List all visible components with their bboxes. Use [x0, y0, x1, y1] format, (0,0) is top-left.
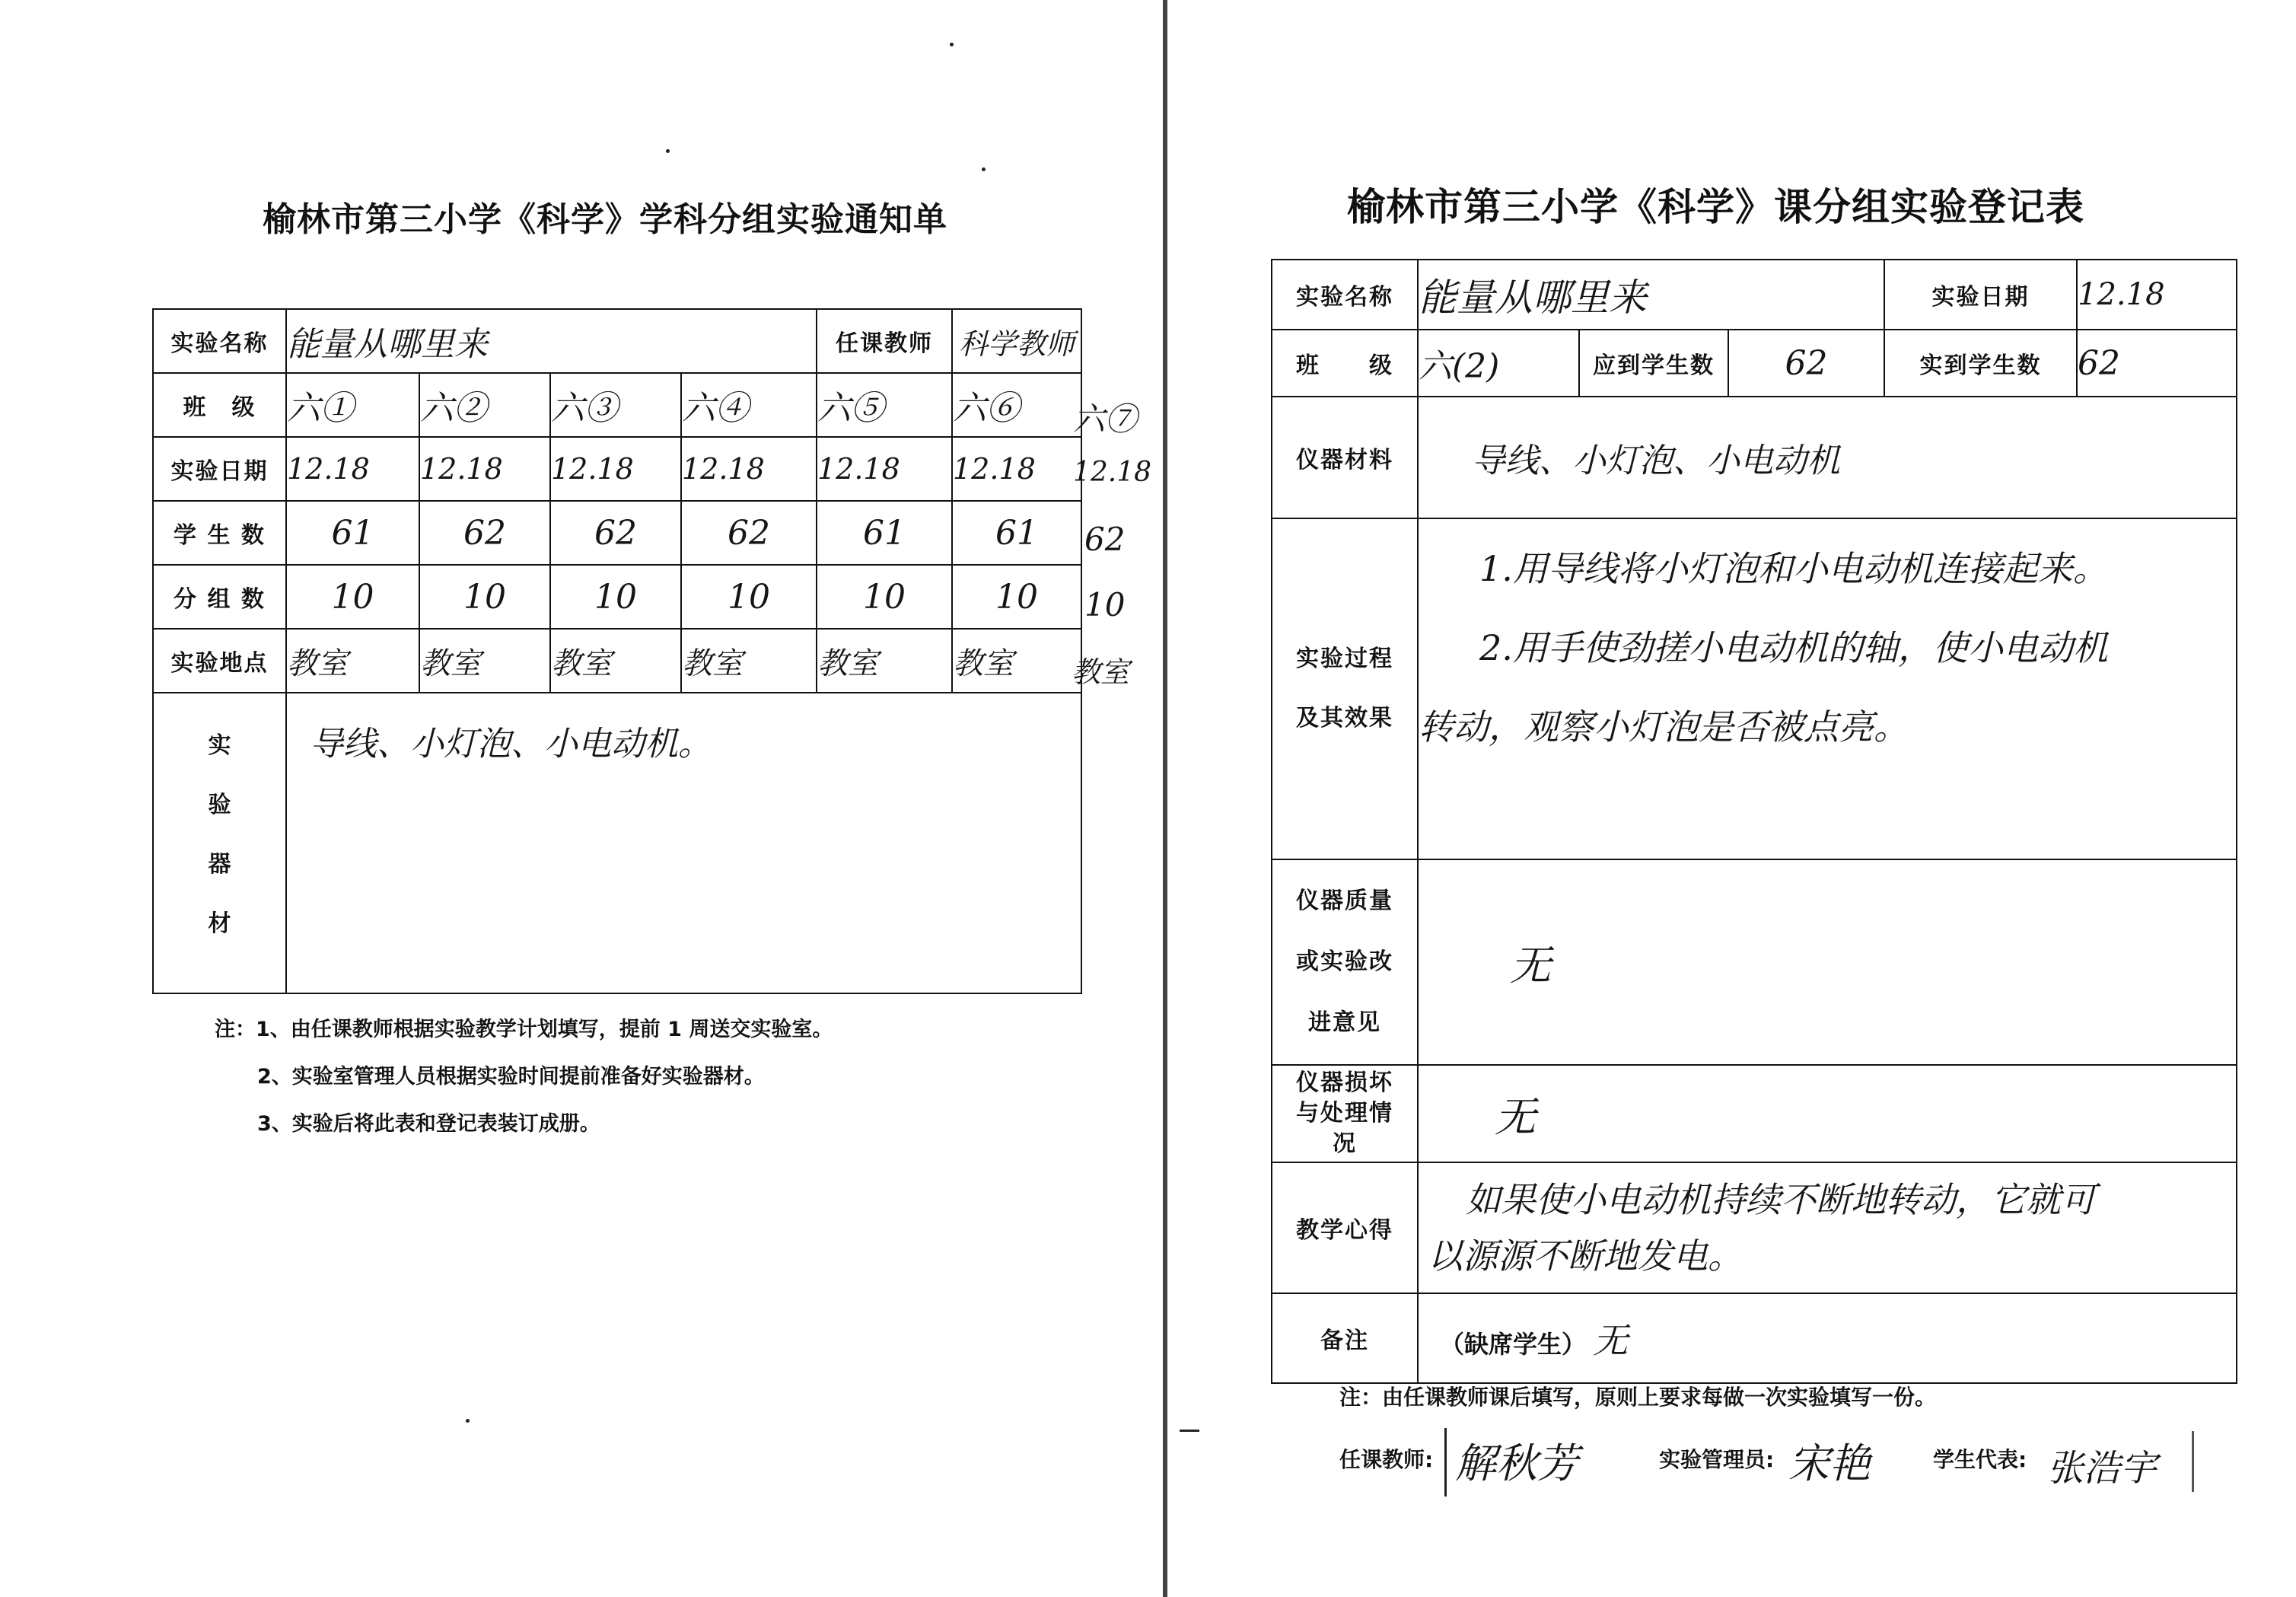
equipment-cell: [286, 693, 1081, 993]
reg-process-line: 1.用导线将小灯泡和小电动机连接起来。: [1479, 548, 2108, 589]
equipment-value: 导线、小灯泡、小电动机。: [310, 725, 712, 763]
reg-date-value: 12.18: [2077, 260, 2237, 330]
students-cell: 62: [419, 501, 550, 565]
students-cell: 61: [952, 501, 1081, 565]
location-cell: 教室: [681, 629, 817, 693]
students-cell: 62: [550, 501, 681, 565]
date-cell: 12.18: [550, 437, 681, 501]
class-label: 班 级: [153, 373, 286, 437]
location-cell: 教室: [550, 629, 681, 693]
reg-class-value: 六(2): [1418, 330, 1579, 397]
location-cell: 教室: [286, 629, 419, 693]
date-cell: 12.18: [681, 437, 817, 501]
teacher-label: 任课教师: [817, 309, 952, 373]
location-cell: 教室: [952, 629, 1081, 693]
notice-title: 榆林市第三小学《科学》学科分组实验通知单: [263, 200, 947, 239]
reg-process-label-line: 及其效果: [1296, 705, 1393, 732]
class-cell: 六④: [681, 373, 817, 437]
admin-signature-label: 实验管理员:: [1659, 1447, 1775, 1472]
date-cell: 12.18: [286, 437, 419, 501]
date-cell-overflow: 12.18: [1073, 457, 1152, 488]
groups-cell: 10: [817, 565, 952, 629]
reg-process-line: 转动，观察小灯泡是否被点亮。: [1419, 706, 1909, 747]
scan-speck: [950, 43, 954, 46]
reg-damage-label-line: 与处理情: [1296, 1100, 1393, 1127]
groups-label: 分 组 数: [153, 565, 286, 629]
student-signature-label: 学生代表:: [1933, 1447, 2027, 1472]
scan-mark: [1180, 1430, 1199, 1432]
reg-quality-label-line: 进意见: [1308, 1009, 1381, 1036]
notice-note-3: 3、实验后将此表和登记表装订成册。: [257, 1112, 600, 1136]
date-cell: 12.18: [419, 437, 550, 501]
reg-reflection-label: 教学心得: [1272, 1162, 1418, 1293]
notice-note-1: 注：1、由任课教师根据实验教学计划填写，提前 1 周送交实验室。: [215, 1018, 833, 1041]
class-cell: 六⑥: [952, 373, 1081, 437]
teacher-signature-label: 任课教师:: [1339, 1447, 1434, 1472]
reg-materials-value: 导线、小灯泡、小电动机: [1418, 397, 2237, 518]
reg-remarks-prefix: （缺席学生）: [1440, 1330, 1587, 1359]
register-title: 榆林市第三小学《科学》课分组实验登记表: [1347, 185, 2084, 229]
location-cell-overflow: 教室: [1072, 655, 1130, 689]
reg-remarks-label: 备注: [1272, 1293, 1418, 1383]
scan-speck: [982, 167, 986, 171]
teacher-value: 科学教师: [952, 309, 1081, 373]
experiment-name-value: 能量从哪里来: [286, 309, 817, 373]
class-cell: 六⑤: [817, 373, 952, 437]
class-cell-overflow: 六⑦: [1073, 400, 1138, 438]
equipment-label-char: 材: [208, 910, 231, 937]
equipment-label: [153, 693, 286, 993]
location-cell: 教室: [419, 629, 550, 693]
reg-process-label: [1272, 518, 1418, 859]
date-cell: 12.18: [952, 437, 1081, 501]
signature-box-left-edge: [1444, 1428, 1447, 1497]
scan-speck: [466, 1419, 470, 1423]
class-cell: 六①: [286, 373, 419, 437]
groups-cell: 10: [419, 565, 550, 629]
reg-quality-label-line: 仪器质量: [1296, 888, 1393, 914]
reg-process-label-line: 实验过程: [1296, 645, 1393, 672]
students-cell-overflow: 62: [1084, 521, 1126, 558]
reg-reflection-value: [1418, 1162, 2237, 1293]
location-label: 实验地点: [153, 629, 286, 693]
groups-cell: 10: [550, 565, 681, 629]
experiment-name-label: 实验名称: [153, 309, 286, 373]
date-label: 实验日期: [153, 437, 286, 501]
register-footnote: 注：由任课教师课后填写，原则上要求每做一次实验填写一份。: [1339, 1385, 1937, 1410]
reg-remarks-handwritten: 无: [1593, 1320, 1629, 1361]
groups-cell: 10: [286, 565, 419, 629]
reg-process-line: 2.用手使劲搓小电动机的轴，使小电动机: [1479, 627, 2108, 668]
scan-speck: [666, 149, 670, 153]
notice-table: [152, 308, 1082, 994]
groups-cell: 10: [952, 565, 1081, 629]
admin-signature: 宋艳: [1788, 1439, 1871, 1487]
date-cell: 12.18: [817, 437, 952, 501]
reg-class-label: 班 级: [1272, 330, 1418, 397]
teacher-signature: 解秋芳: [1455, 1439, 1578, 1487]
reg-experiment-name-value: 能量从哪里来: [1418, 260, 1884, 330]
page-fold-line: [1163, 0, 1167, 1597]
equipment-label-char: 器: [208, 851, 231, 878]
reg-experiment-name-label: 实验名称: [1272, 260, 1418, 330]
equipment-label-char: 验: [208, 792, 231, 818]
reg-date-label: 实验日期: [1884, 260, 2077, 330]
reg-damage-label: [1272, 1065, 1418, 1162]
student-signature: 张浩宇: [2047, 1447, 2157, 1490]
groups-cell-overflow: 10: [1084, 586, 1126, 623]
class-cell: 六②: [419, 373, 550, 437]
reg-quality-label: [1272, 859, 1418, 1065]
groups-cell: 10: [681, 565, 817, 629]
reg-damage-label-line: 况: [1333, 1130, 1357, 1157]
reg-expected-value: 62: [1728, 330, 1884, 397]
reg-materials-label: 仪器材料: [1272, 397, 1418, 518]
reg-reflection-line: 以源源不断地发电。: [1428, 1235, 1743, 1277]
students-cell: 61: [286, 501, 419, 565]
notice-note-2: 2、实验室管理人员根据实验时间提前准备好实验器材。: [257, 1065, 765, 1089]
class-cell: 六③: [550, 373, 681, 437]
reg-process-value: [1418, 518, 2237, 859]
reg-remarks-value: [1418, 1293, 2237, 1383]
reg-quality-label-line: 或实验改: [1296, 948, 1393, 975]
signature-box-right-edge: [2192, 1431, 2194, 1492]
students-cell: 61: [817, 501, 952, 565]
students-label: 学 生 数: [153, 501, 286, 565]
register-page: [1172, 0, 2296, 1597]
reg-quality-value: 无: [1418, 859, 2237, 1065]
reg-actual-value: 62: [2077, 330, 2237, 397]
reg-expected-label: 应到学生数: [1579, 330, 1728, 397]
students-cell: 62: [681, 501, 817, 565]
reg-reflection-line: 如果使小电动机持续不断地转动，它就可: [1466, 1179, 2096, 1220]
reg-damage-value: 无: [1418, 1065, 2237, 1162]
reg-actual-label: 实到学生数: [1884, 330, 2077, 397]
register-table: [1271, 259, 2237, 1384]
reg-damage-label-line: 仪器损坏: [1296, 1069, 1393, 1096]
location-cell: 教室: [817, 629, 952, 693]
equipment-label-char: 实: [208, 732, 231, 759]
